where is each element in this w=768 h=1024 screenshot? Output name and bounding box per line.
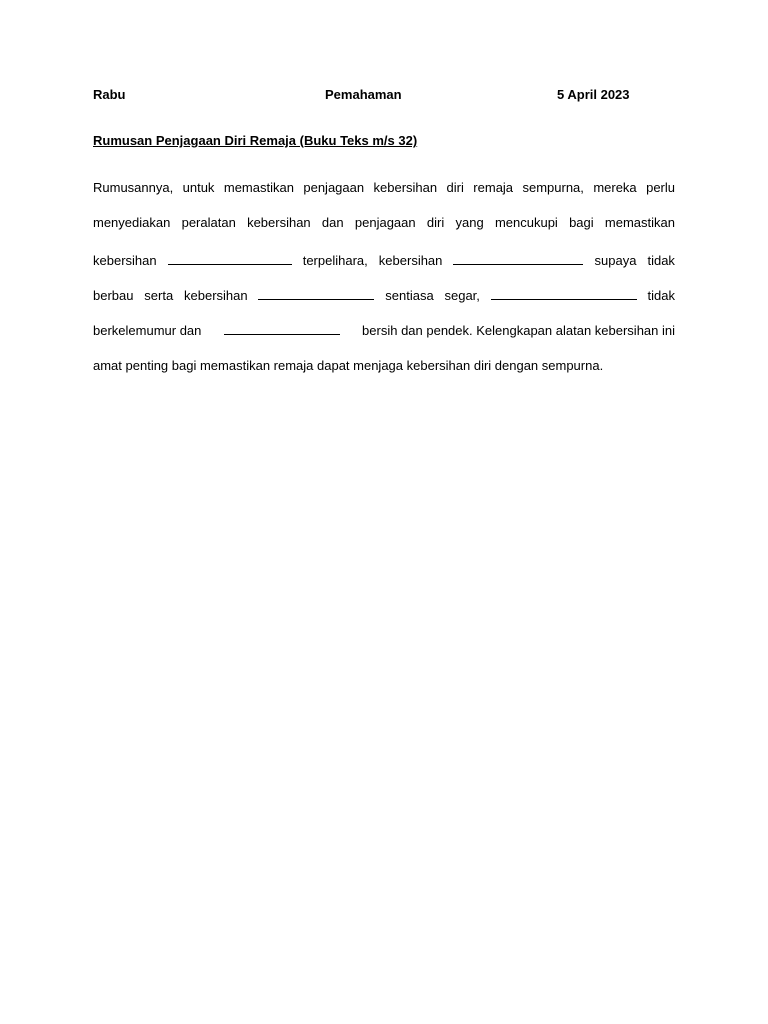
line-4-word-5: segar, (444, 288, 480, 303)
line-6-text: amat penting bagi memastikan remaja dapat menjaga kebersihan diri dengan sempurna. (93, 358, 604, 373)
paragraph-line-4 (93, 285, 675, 305)
header-date: 5 April 2023 (557, 87, 630, 102)
fill-blank-3[interactable] (258, 285, 374, 300)
line-3-word-2: terpelihara, (302, 253, 368, 268)
fill-blank-5[interactable] (224, 320, 340, 335)
worksheet-title: Rumusan Penjagaan Diri Remaja (Buku Teks m/s 32) (93, 133, 418, 148)
fill-blank-4[interactable] (491, 285, 637, 300)
paragraph-line-3 (93, 250, 675, 270)
worksheet-header (93, 87, 675, 107)
line-4-word-6: tidak (647, 288, 675, 303)
line-3-word-4: supaya (594, 253, 637, 268)
fill-blank-1[interactable] (168, 250, 292, 265)
line-3-word-5: tidak (647, 253, 675, 268)
line-3-word-3: kebersihan (378, 253, 443, 268)
header-day: Rabu (93, 87, 126, 102)
line-1-text: Rumusannya, untuk memastikan penjagaan kebersihan diri remaja sempurna, mereka perlu (93, 180, 675, 195)
paragraph-line-6 (93, 356, 675, 376)
line-2-text: menyediakan peralatan kebersihan dan penjagaan diri yang mencukupi bagi memastikan (93, 215, 675, 230)
line-4-word-3: kebersihan (184, 288, 248, 303)
line-4-word-2: serta (144, 288, 174, 303)
fill-blank-2[interactable] (453, 250, 583, 265)
line-5-text-1: berkelemumur dan (93, 323, 202, 338)
line-3-word-1: kebersihan (93, 253, 157, 268)
paragraph-line-1 (93, 178, 675, 198)
line-4-word-4: sentiasa (385, 288, 434, 303)
header-subject: Pemahaman (325, 87, 402, 102)
line-4-word-1: berbau (93, 288, 134, 303)
line-5-text-2: bersih dan pendek. Kelengkapan alatan kebersihan ini (362, 323, 675, 338)
paragraph-line-2 (93, 213, 675, 233)
paragraph-line-5 (93, 320, 675, 340)
